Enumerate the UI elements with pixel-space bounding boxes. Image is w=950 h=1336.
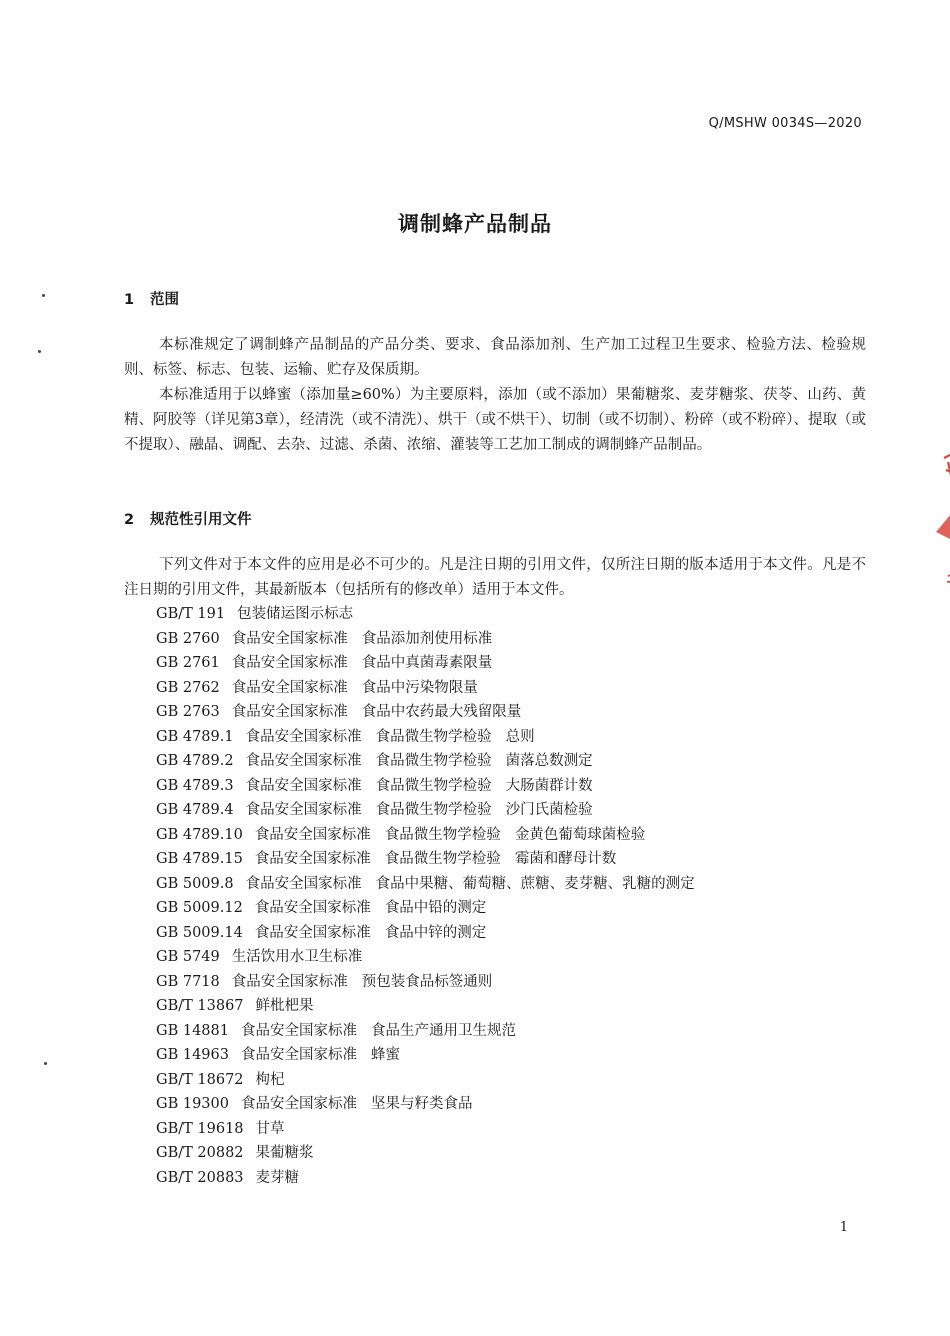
reference-title-segment: 食品微生物学检验 (384, 851, 501, 867)
reference-list (156, 602, 709, 1190)
reference-title-segment: 食品微生物学检验 (384, 826, 501, 843)
reference-title-segment: 食品中污染物限量 (361, 679, 478, 696)
reference-title-segment: 食品中铅的测定 (384, 900, 487, 916)
reference-title-segment: 食品中农药最大残留限量 (361, 704, 522, 720)
section-1-paragraph-2: 本标准适用于以蜂蜜（添加量≥60%）为主要原料，添加（或不添加）果葡糖浆、麦芽糖浆、茯苓、山药、黄精、阿胶等（详见第3章），经清洗（或不清洗）、烘干（或不烘干）、切制（或不切制）、粉碎（或不粉碎）、提取（或不提取）、融晶、调配、去杂、过滤、杀菌、浓缩、灌装等工艺加工制成的调制蜂产品制品。 (124, 387, 866, 453)
reference-code: GB/T 20883 (156, 1169, 244, 1186)
scan-speck (44, 1062, 47, 1065)
reference-title-segment: 食品安全国家标准 (231, 679, 348, 696)
section-2-heading (124, 508, 252, 529)
reference-title-segment: 预包装食品标签通则 (361, 973, 493, 990)
reference-title-segment: 食品安全国家标准 (254, 826, 371, 843)
reference-code: GB 2762 (156, 679, 220, 696)
reference-title-segment: 金黄色葡萄球菌检验 (514, 826, 646, 843)
reference-title-segment: 甘草 (255, 1120, 285, 1137)
reference-item (156, 651, 709, 676)
reference-item (156, 602, 709, 627)
reference-code: GB/T 18672 (156, 1071, 244, 1088)
reference-title-segment: 食品安全国家标准 (254, 851, 371, 867)
reference-item (156, 798, 709, 823)
reference-title-segment: 菌落总数测定 (505, 753, 593, 769)
reference-code: GB 4789.4 (156, 802, 234, 818)
reference-title-segment: 食品添加剂使用标准 (361, 630, 493, 647)
reference-code: GB 4789.1 (156, 728, 234, 745)
reference-code: GB/T 20882 (156, 1145, 244, 1161)
reference-title-segment: 食品安全国家标准 (245, 753, 362, 769)
reference-title-segment: 食品安全国家标准 (245, 875, 362, 892)
reference-code: GB 5749 (156, 949, 220, 965)
reference-item (156, 1092, 709, 1117)
reference-item (156, 823, 709, 848)
reference-item (156, 676, 709, 701)
reference-title-segment: 食品中锌的测定 (384, 924, 487, 941)
reference-title-segment: 坚果与籽类食品 (370, 1096, 473, 1112)
reference-title-segment: 食品生产通用卫生规范 (370, 1022, 516, 1039)
page-number: 1 (839, 1220, 848, 1235)
reference-title-segment: 霉菌和酵母计数 (514, 851, 617, 867)
reference-code: GB 4789.10 (156, 826, 243, 843)
reference-code: GB 19300 (156, 1096, 229, 1112)
reference-code: GB 5009.12 (156, 900, 243, 916)
reference-title-segment: 鲜枇杷果 (255, 998, 314, 1014)
reference-code: GB 4789.2 (156, 753, 234, 769)
section-2-intro: 下列文件对于本文件的应用是必不可少的。凡是注日期的引用文件，仅所注日期的版本适用于本文件。凡是不注日期的引用文件，其最新版本（包括所有的修改单）适用于本文件。 (124, 557, 866, 598)
reference-code: GB 2761 (156, 655, 220, 671)
reference-code: GB 4789.15 (156, 851, 243, 867)
reference-title-segment: 大肠菌群计数 (505, 777, 593, 794)
reference-code: GB 14963 (156, 1047, 229, 1063)
section-1-title: 范围 (150, 292, 179, 308)
reference-code: GB 2763 (156, 704, 220, 720)
document-title: 调制蜂产品制品 (398, 212, 552, 236)
reference-title-segment: 食品安全国家标准 (245, 728, 362, 745)
reference-code: GB/T 13867 (156, 998, 244, 1014)
reference-title-segment: 包装储运图示标志 (237, 606, 354, 622)
reference-title-segment: 食品安全国家标准 (231, 973, 348, 990)
scan-speck (38, 350, 41, 353)
reference-title-segment: 蜂蜜 (370, 1047, 400, 1063)
reference-item (156, 1019, 709, 1044)
reference-title-segment: 麦芽糖 (255, 1169, 300, 1186)
reference-title-segment: 枸杞 (255, 1071, 285, 1088)
reference-title-segment: 食品中果糖、葡萄糖、蔗糖、麦芽糖、乳糖的测定 (375, 875, 695, 892)
reference-item (156, 749, 709, 774)
reference-item (156, 970, 709, 995)
seal-stamp-fragment (930, 440, 950, 600)
reference-item (156, 725, 709, 750)
reference-item (156, 627, 709, 652)
reference-item (156, 1166, 709, 1191)
reference-item (156, 872, 709, 897)
reference-title-segment: 果葡糖浆 (255, 1145, 314, 1161)
reference-title-segment: 食品安全国家标准 (245, 802, 362, 818)
reference-item (156, 945, 709, 970)
reference-title-segment: 食品安全国家标准 (231, 655, 348, 671)
reference-item (156, 994, 709, 1019)
reference-title-segment: 食品安全国家标准 (231, 630, 348, 647)
reference-title-segment: 食品微生物学检验 (375, 802, 492, 818)
section-1-heading (124, 288, 179, 309)
reference-item (156, 1043, 709, 1068)
reference-title-segment: 食品微生物学检验 (375, 728, 492, 745)
reference-code: GB 14881 (156, 1022, 229, 1039)
reference-code: GB 7718 (156, 973, 220, 990)
section-2-number: 2 (124, 512, 135, 528)
reference-title-segment: 食品微生物学检验 (375, 777, 492, 794)
reference-title-segment: 食品安全国家标准 (254, 924, 371, 941)
reference-code: GB/T 19618 (156, 1120, 244, 1137)
reference-title-segment: 食品安全国家标准 (240, 1096, 357, 1112)
reference-title-segment: 食品安全国家标准 (240, 1047, 357, 1063)
reference-code: GB 5009.14 (156, 924, 243, 941)
reference-title-segment: 食品安全国家标准 (231, 704, 348, 720)
reference-title-segment: 食品安全国家标准 (240, 1022, 357, 1039)
reference-item (156, 700, 709, 725)
reference-title-segment: 食品微生物学检验 (375, 753, 492, 769)
section-1-number: 1 (124, 292, 135, 308)
reference-item (156, 847, 709, 872)
reference-title-segment: 食品中真菌毒素限量 (361, 655, 493, 671)
reference-item (156, 896, 709, 921)
section-1-paragraph-1: 本标准规定了调制蜂产品制品的产品分类、要求、食品添加剂、生产加工过程卫生要求、检验方法、检验规则、标签、标志、包装、运输、贮存及保质期。 (124, 337, 866, 378)
reference-item (156, 921, 709, 946)
reference-title-segment: 总则 (505, 728, 535, 745)
section-2-title: 规范性引用文件 (150, 512, 252, 528)
reference-code: GB 4789.3 (156, 777, 234, 794)
reference-code: GB/T 191 (156, 606, 226, 622)
reference-title-segment: 食品安全国家标准 (254, 900, 371, 916)
reference-code: GB 2760 (156, 630, 220, 647)
reference-title-segment: 食品安全国家标准 (245, 777, 362, 794)
reference-item (156, 1068, 709, 1093)
reference-item (156, 1141, 709, 1166)
reference-title-segment: 沙门氏菌检验 (505, 802, 593, 818)
reference-title-segment: 生活饮用水卫生标准 (231, 949, 363, 965)
document-code: Q/MSHW 0034S—2020 (708, 116, 862, 131)
reference-item (156, 1117, 709, 1142)
reference-code: GB 5009.8 (156, 875, 234, 892)
reference-item (156, 774, 709, 799)
scan-speck (42, 294, 45, 297)
